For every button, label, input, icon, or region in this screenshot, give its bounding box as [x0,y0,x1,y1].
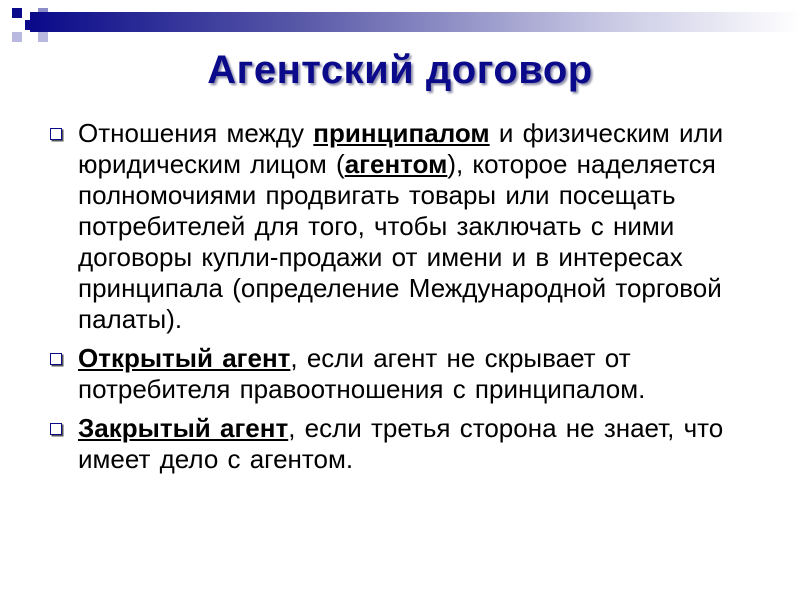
bullet-text: и физическим или юридическим лицом ( [78,118,724,179]
square-bullet-icon [50,423,62,435]
square-bullet-icon [50,128,62,140]
term-agent: агентом [344,149,448,179]
bullet-item-definition [46,118,766,335]
decor-square [12,8,22,18]
slide-title: Агентский договор [207,48,593,92]
bullet-text: ), которое наделяется полномочиями продвигать товары или посещать потребителей для того, чтобы заключать с ними договоры купли-продажи от имени и в интересах принципала (определение Международной торговой палаты). [78,149,722,334]
term-open-agent: Открытый агент [78,343,291,373]
square-bullet-icon [50,353,62,365]
header-gradient-bar [30,12,800,32]
bullet-text: Отношения между [78,118,314,148]
bullet-list [46,118,766,483]
term-principal: принципалом [313,118,490,148]
term-closed-agent: Закрытый агент [78,413,289,443]
bullet-item-open-agent [46,343,766,405]
decor-square [12,32,22,42]
decor-square [38,32,48,42]
bullet-item-closed-agent [46,413,766,475]
bullet-text: , если агент не скрывает от потребителя правоотношения с принципалом. [78,343,646,404]
bullet-text: , если третья сторона не знает, что имеет дело с агентом. [78,413,724,474]
